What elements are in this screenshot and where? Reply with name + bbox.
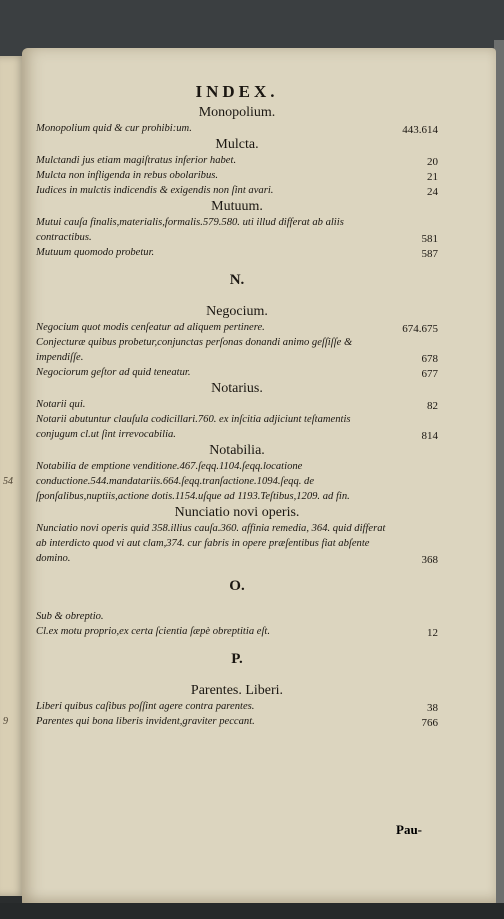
margin-mark: 54 <box>3 476 13 487</box>
entry-text: Notarii abutuntur clauſula codicillari.760. ex inſcitia adjiciunt teſtamentis conjugum cl.ut ſint irrevocabilia. <box>36 414 351 440</box>
margin-mark: 9 <box>3 716 8 727</box>
entry-text: Iudices in mulctis indicendis & exigendis non ſint avari. <box>36 185 274 196</box>
letter-heading: P. <box>231 651 243 667</box>
entry-text: Notabilia de emptione venditione.467.ſeqq.1104.ſeqq.locatione conductione.544.mandatariis.664.ſeqq.tranſactione.1094.ſeqq. de ſponſalibus,nuptiis,actione dotis.1154.uſque ad 1193.Teſtibus,1209. ad fin. <box>36 461 350 502</box>
entry-text: Notarii qui. <box>36 399 86 410</box>
entry-text: Liberi quibus caſibus poſſint agere contra parentes. <box>36 701 255 712</box>
entry-text: Mulcta non infligenda in rebus obolaribus. <box>36 170 219 181</box>
section-heading: Nunciatio novi operis. <box>174 505 300 520</box>
index-sections <box>36 104 438 729</box>
section-heading: Negocium. <box>206 304 268 319</box>
index-entry <box>36 121 438 136</box>
page-reference: 677 <box>421 368 438 380</box>
entry-text: Mutui cauſa finalis,materialis,formalis.579.580. uti illud differat ab aliis contractibus. <box>36 217 344 243</box>
running-title: INDEX. <box>195 82 279 101</box>
index-entry <box>36 397 438 412</box>
index-entry <box>36 714 438 729</box>
entry-text: Cl.ex motu proprio,ex certa ſcientia ſæpè obreptitia eſt. <box>36 626 270 637</box>
page-reference: 766 <box>421 717 438 729</box>
index-entry <box>36 699 438 714</box>
index-entry <box>36 168 438 183</box>
index-entry <box>36 153 438 168</box>
page-reference: 82 <box>427 400 438 412</box>
page-reference: 368 <box>421 554 438 566</box>
section-heading: Parentes. Liberi. <box>190 683 284 698</box>
index-entry <box>36 215 438 245</box>
entry-text: Negociorum geſtor ad quid teneatur. <box>36 367 191 378</box>
letter-heading: N. <box>229 272 245 288</box>
index-entry <box>36 459 438 504</box>
page-reference: 21 <box>427 171 438 183</box>
index-entry <box>36 320 438 335</box>
section-heading: Mulcta. <box>215 137 259 152</box>
page-reference: 814 <box>421 430 438 442</box>
page-reference: 674.675 <box>402 323 438 335</box>
page-reference: 12 <box>427 627 438 639</box>
index-entry <box>36 335 438 365</box>
index-entry <box>36 521 438 566</box>
section-heading: Notarius. <box>211 381 263 396</box>
scan-background-bottom <box>0 903 504 919</box>
entry-text: Negocium quot modis cenſeatur ad aliquem pertinere. <box>36 322 265 333</box>
index-entry <box>36 365 438 380</box>
section-heading: Notabilia. <box>209 443 265 458</box>
letter-heading: O. <box>229 578 245 594</box>
page-reference: 678 <box>421 353 438 365</box>
index-entry <box>36 609 438 624</box>
section-heading: Monopolium. <box>198 105 276 120</box>
index-entry <box>36 245 438 260</box>
index-entry <box>36 412 438 442</box>
entry-text: Sub & obreptio. <box>36 611 104 622</box>
page-reference: 581 <box>421 233 438 245</box>
entry-text: Mulctandi jus etiam magiſtratus inferior habet. <box>36 155 237 166</box>
catchword: Pau- <box>396 822 422 837</box>
index-entry <box>36 183 438 198</box>
page-reference: 587 <box>421 248 438 260</box>
page-reference: 443.614 <box>402 124 438 136</box>
entry-text: Mutuum quomodo probetur. <box>36 247 155 258</box>
section-heading: Mutuum. <box>211 199 263 214</box>
index-entry <box>36 624 438 639</box>
index-content <box>36 80 438 729</box>
entry-text: Parentes qui bona liberis invident,graviter peccant. <box>36 716 255 727</box>
entry-text: Nunciatio novi operis quid 358.illius cauſa.360. affinia remedia, 364. quid differat ab interdicto quod vi aut clam,374. cur fabris in opere præſentibus fiat abſente domino. <box>36 523 386 564</box>
page-reference: 38 <box>427 702 438 714</box>
entry-text: Monopolium quid & cur prohibi:um. <box>36 123 192 134</box>
entry-text: Conjecturæ quibus probetur,conjunctas perſonas donandi animo geſſiſſe & impendiſſe. <box>36 337 353 363</box>
page-reference: 20 <box>427 156 438 168</box>
page-reference: 24 <box>427 186 438 198</box>
